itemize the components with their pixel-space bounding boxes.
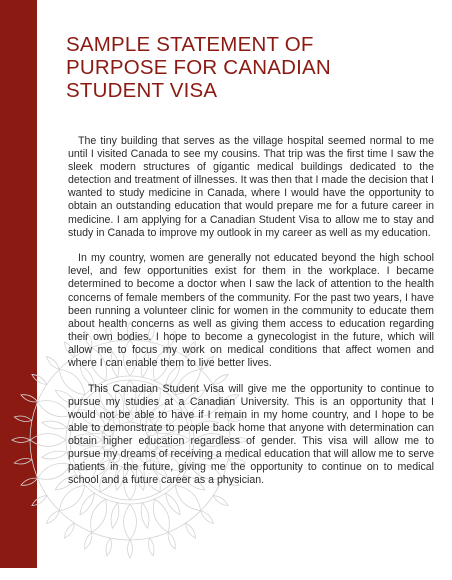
- paragraph-1: The tiny building that serves as the village hospital seemed normal to me until I visited Canada to see my cousins. That trip was the first time I saw the sleek modern structures of gigantic medical buildings dedicated to the detection and treatment of illnesses. It was then that I made the decision that I wanted to study medicine in Canada, where I would have the opportunity to obtain an outstanding education that would prepare me for a future career in medicine. I am applying for a Canadian Student Visa to allow me to stay and study in Canada to improve my outlook in my career as well as my education.: [68, 135, 434, 239]
- paragraph-3: This Canadian Student Visa will give me the opportunity to continue to pursue my studies at a Canadian University. This is an opportunity that I would not be able to have if I remain in my home country, and I hope to be able to demonstrate to people back home that anyone with determination can obtain higher education regardless of gender. This visa will allow me to pursue my dreams of receiving a medical education that will allow me to serve patients in the future, giving me the opportunity to continue on to medical school and a future career as a physician.: [68, 382, 434, 487]
- paragraph-2: In my country, women are generally not educated beyond the high school level, and few opportunities exist for them in the workplace. I became determined to become a doctor when I saw the lack of attention to the health concerns of female members of the community. For the past two years, I have been running a volunteer clinic for women in the community to educate them about health concerns as well as giving them access to education regarding their own bodies. I hope to become a gynecologist in the future, which will allow me to focus my work on medical conditions that affect women and where I can enable them to live better lives.: [68, 252, 434, 369]
- document-body: [68, 135, 434, 500]
- page-title: SAMPLE STATEMENT OF PURPOSE FOR CANADIAN STUDENT VISA: [66, 33, 331, 102]
- left-accent-bar: [0, 0, 37, 568]
